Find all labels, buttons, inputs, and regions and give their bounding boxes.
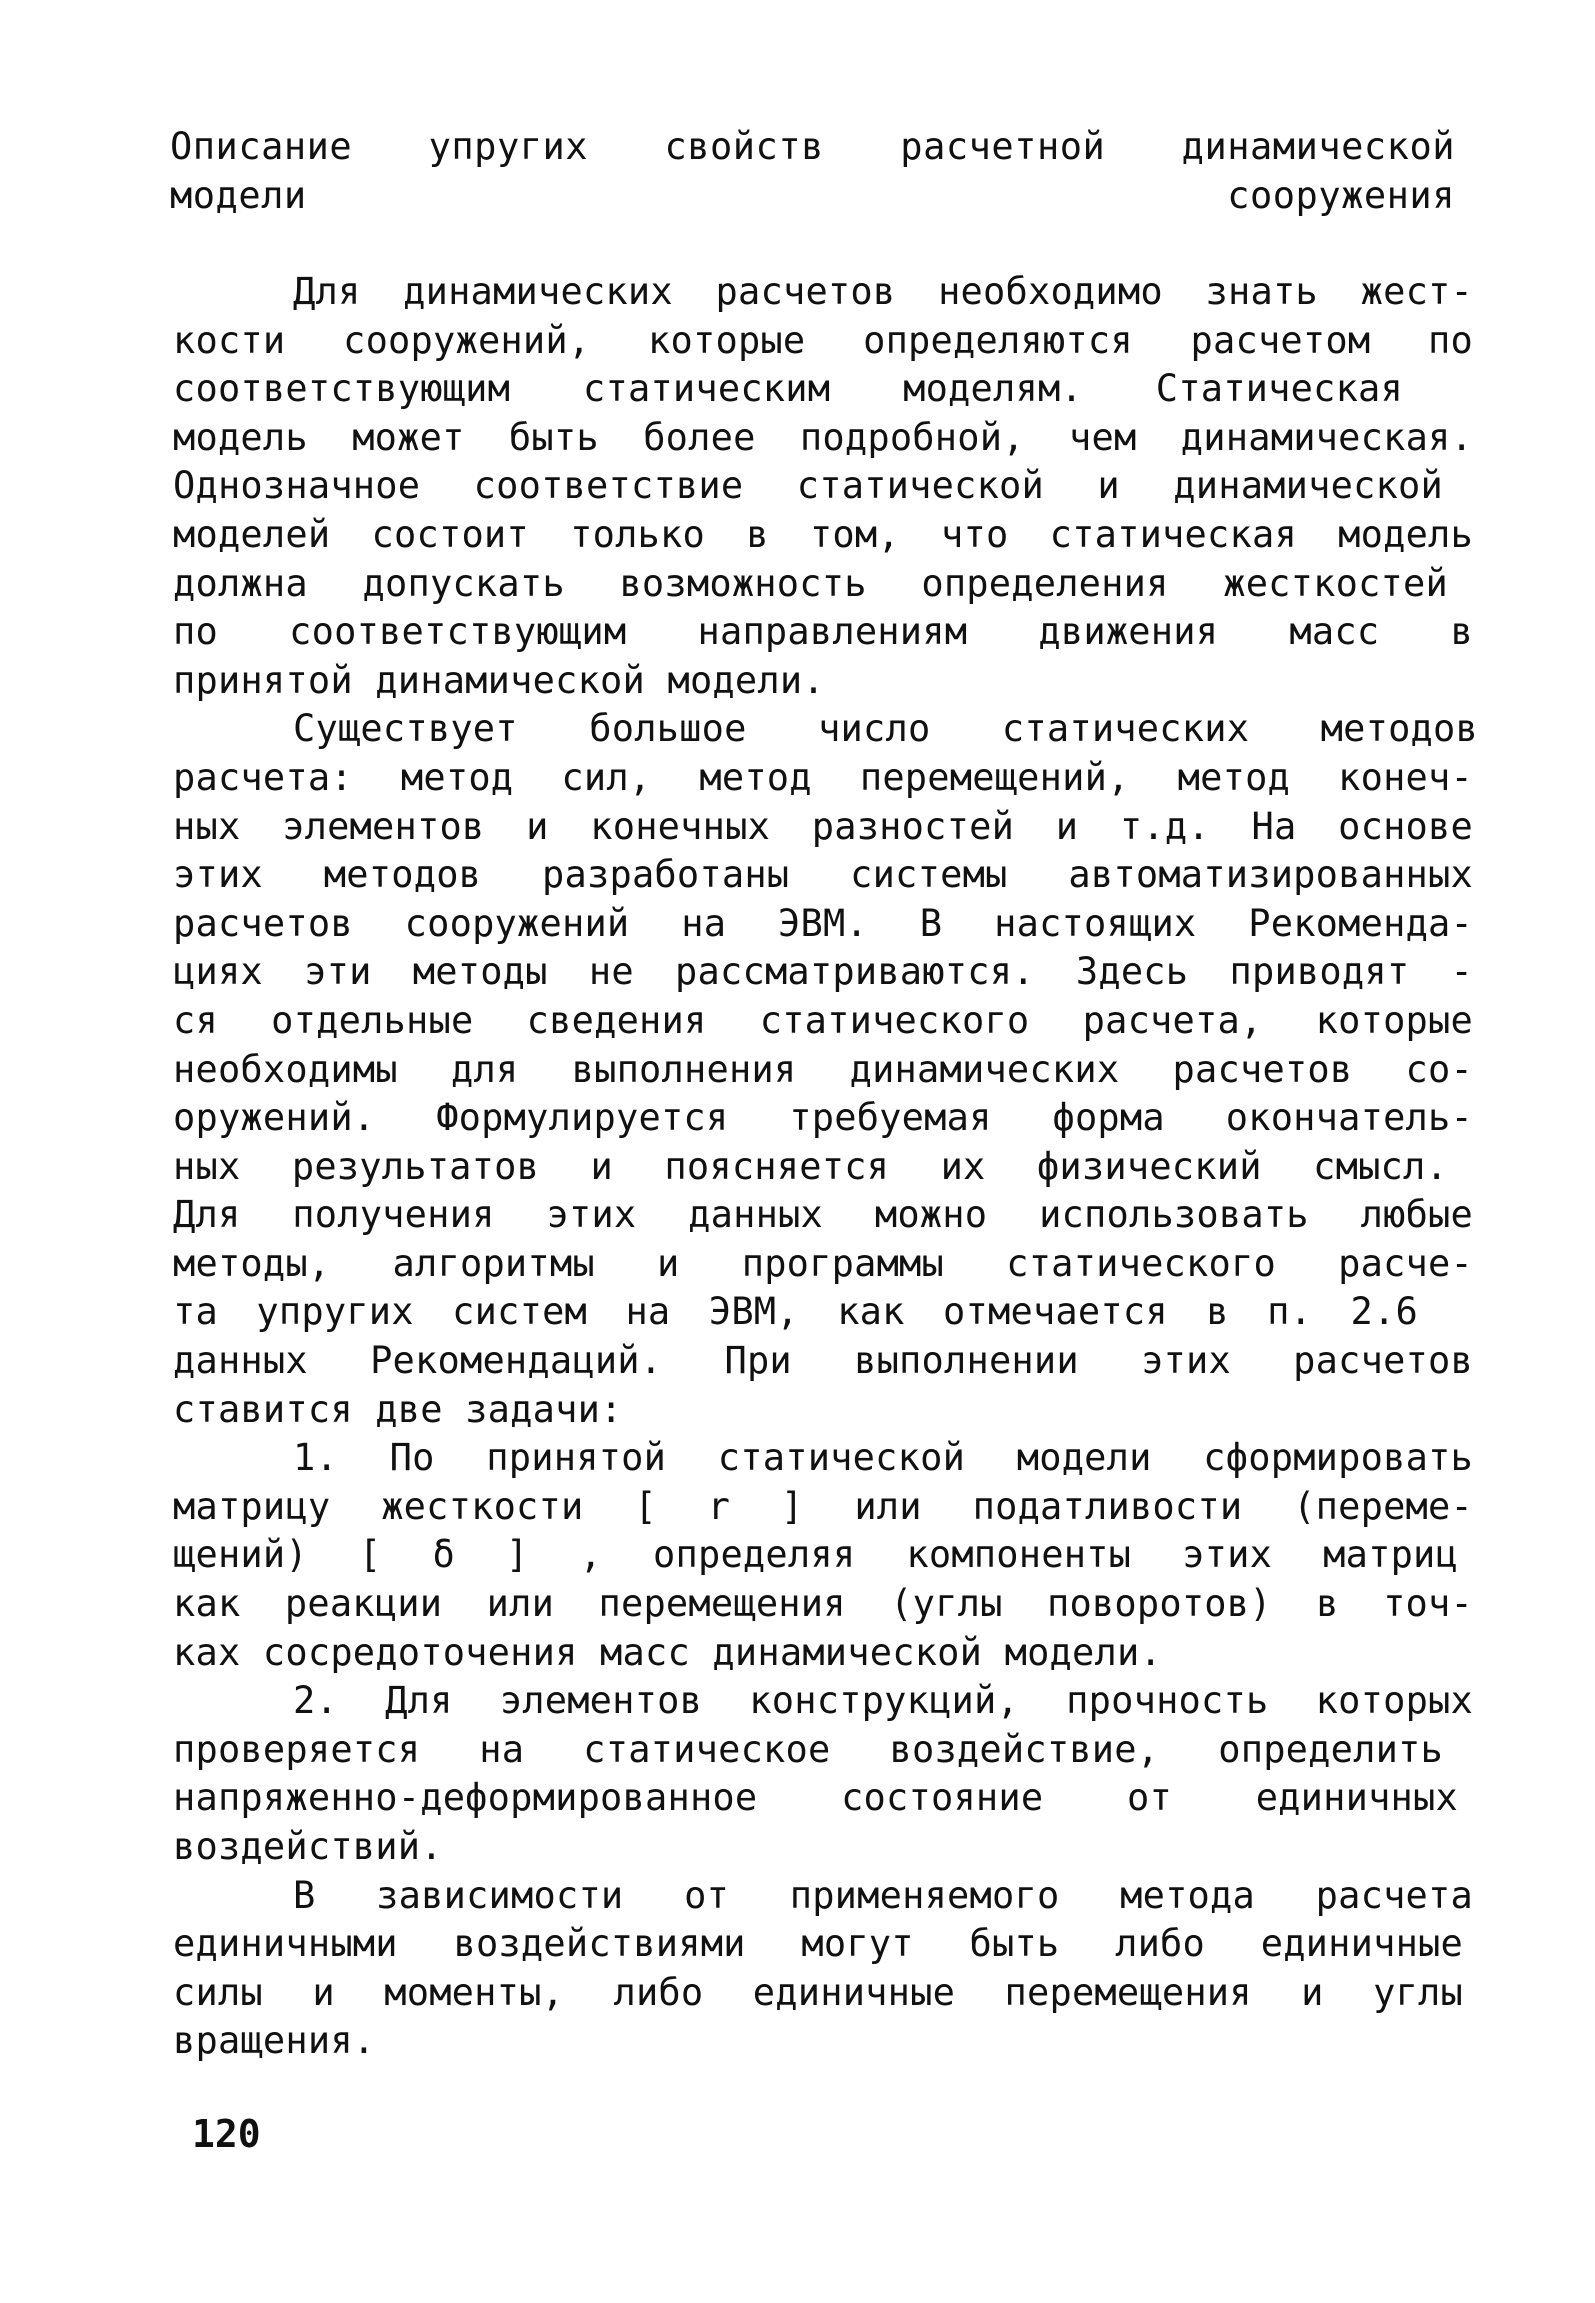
text-line: оружений. Формулируется требуемая форма окончатель- — [173, 1096, 1473, 1140]
text-line: проверяется на статическое воздействие, определить — [173, 1727, 1443, 1771]
page-title — [170, 120, 1455, 217]
text-line: та упругих систем на ЭВМ, как отмечается в п. 2.6 — [173, 1290, 1418, 1334]
text-line: принятой динамической модели. — [173, 658, 825, 702]
text-line: ных элементов и конечных разностей и т.д. На основе — [173, 804, 1473, 848]
text-line: кости сооружений, которые определяются расчетом по — [173, 318, 1473, 362]
text-line: методы, алгоритмы и программы статического расче- — [173, 1241, 1473, 1285]
text-line: ках сосредоточения масс динамической модели. — [173, 1630, 1162, 1674]
paragraph — [173, 1434, 1473, 1677]
page-number: 120 — [192, 2112, 261, 2156]
title-line-1: Описание упругих свойств расчетной динамической — [170, 125, 1455, 168]
text-line: Для получения этих данных можно использовать любые — [173, 1193, 1473, 1237]
paragraph — [173, 268, 1473, 705]
paragraph — [173, 1872, 1473, 2066]
text-line: циях эти методы не рассматриваются. Здесь приводят - — [173, 950, 1473, 994]
text-line: соответствующим статическим моделям. Статическая — [173, 367, 1403, 411]
text-line: воздействий. — [173, 1825, 443, 1868]
text-line: по соответствующим направлениям движения масс в — [173, 610, 1473, 654]
text-line: как реакции или перемещения (углы поворотов) в точ- — [173, 1582, 1473, 1626]
text-line: модель может быть более подробной, чем динамическая. — [173, 415, 1473, 459]
text-line: Однозначное соответствие статической и динамической — [173, 464, 1443, 508]
paragraph — [173, 1677, 1473, 1871]
text-line: расчета: метод сил, метод перемещений, метод конеч- — [173, 755, 1473, 799]
text-line: Для динамических расчетов необходимо знать жест- — [293, 270, 1473, 313]
text-line: 2. Для элементов конструкций, прочность которых — [293, 1679, 1473, 1723]
text-line: необходимы для выполнения динамических расчетов со- — [173, 1047, 1473, 1091]
text-line: Существует большое число статических методов — [293, 707, 1478, 751]
text-line: ся отдельные сведения статического расчета, которые — [173, 998, 1473, 1042]
text-line: ставится две задачи: — [173, 1387, 623, 1431]
body-text — [173, 268, 1478, 2066]
text-line: вращения. — [173, 2019, 376, 2063]
text-line: силы и моменты, либо единичные перемещения и углы — [173, 1970, 1463, 2014]
text-line: матрицу жесткости [ r ] или податливости (переме- — [173, 1484, 1473, 1528]
title-line-2: модели сооружения — [170, 173, 1455, 217]
text-line: моделей состоит только в том, что статическая модель — [173, 512, 1473, 556]
text-line: В зависимости от применяемого метода расчета — [293, 1873, 1473, 1917]
text-line: щений) [ δ ] , определяя компоненты этих матриц — [173, 1533, 1458, 1577]
text-line: единичными воздействиями могут быть либо единичные — [173, 1922, 1463, 1966]
text-line: напряженно-деформированное состояние от единичных — [173, 1776, 1458, 1820]
text-line: этих методов разработаны системы автоматизированных — [173, 853, 1473, 897]
text-line: расчетов сооружений на ЭВМ. В настоящих Рекоменда- — [173, 901, 1473, 945]
text-line: данных Рекомендаций. При выполнении этих расчетов — [173, 1339, 1473, 1383]
text-line: 1. По принятой статической модели сформировать — [293, 1436, 1473, 1480]
text-line: должна допускать возможность определения жесткостей — [173, 561, 1448, 605]
paragraph — [173, 705, 1478, 1434]
text-line: ных результатов и поясняется их физический смысл. — [173, 1144, 1448, 1188]
